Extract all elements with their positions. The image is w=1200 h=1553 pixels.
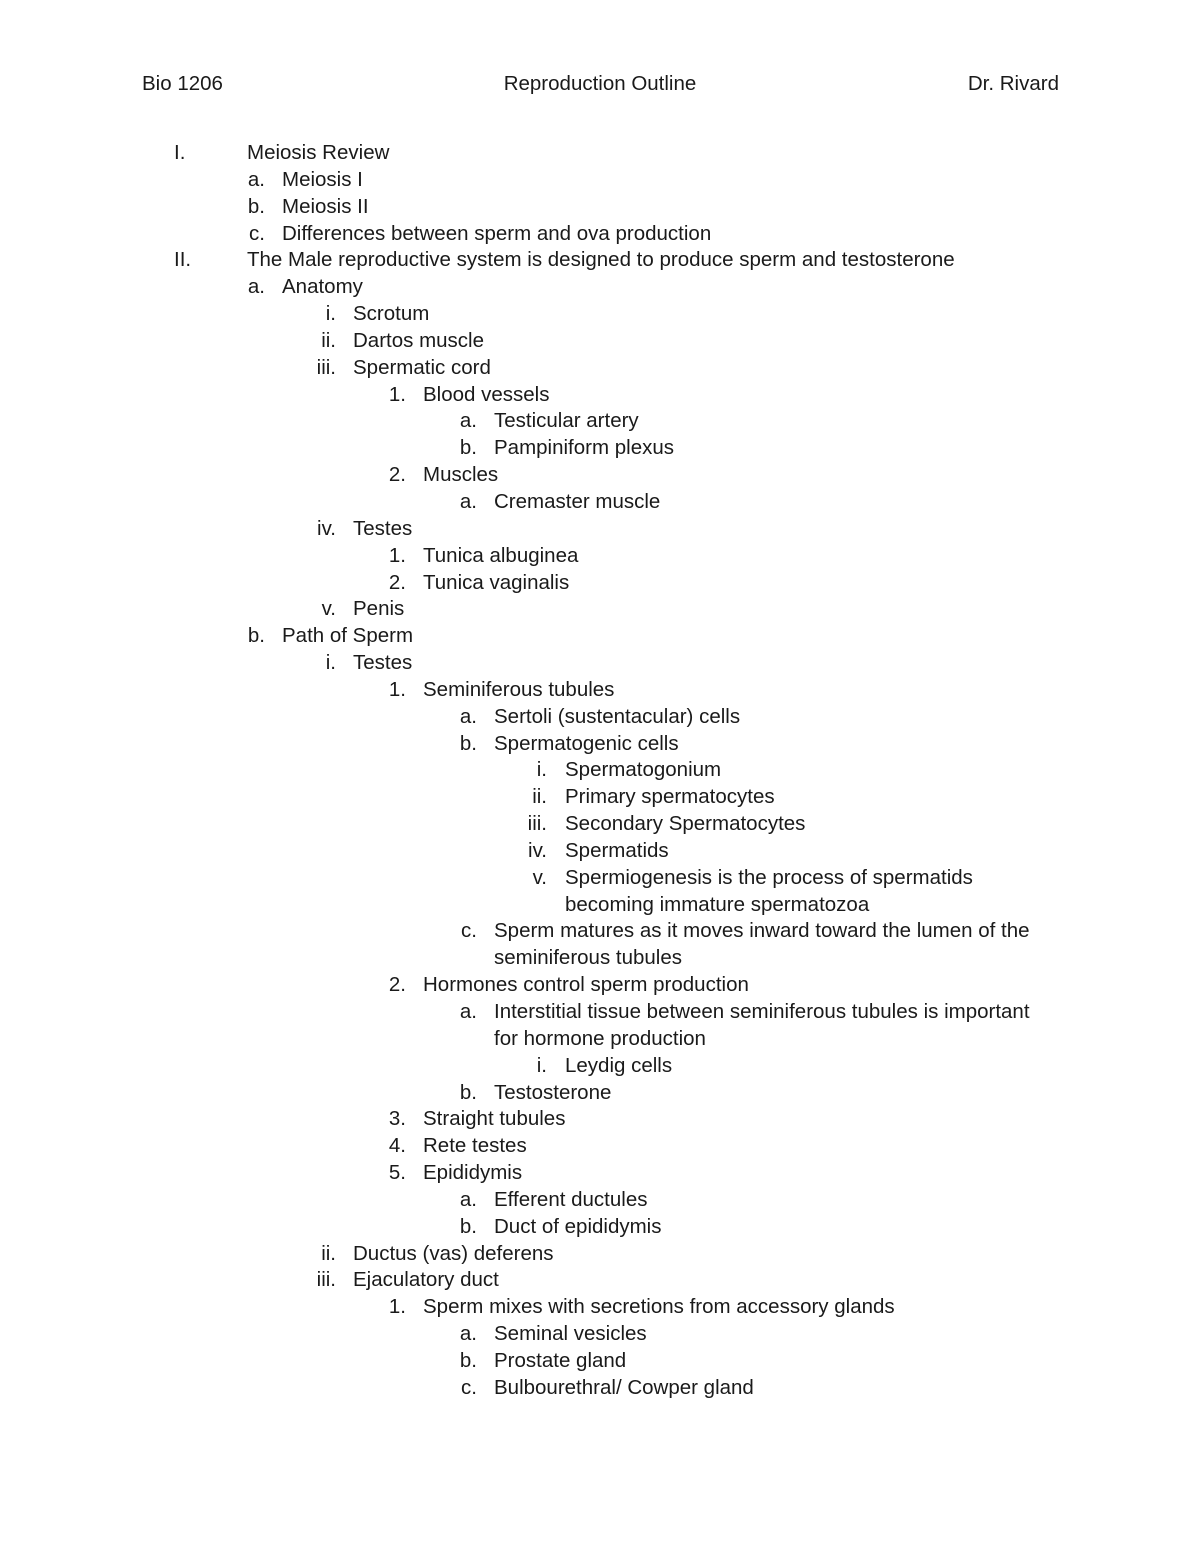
outline-item-marker: a. — [459, 1187, 477, 1211]
outline-item-marker: I. — [174, 141, 186, 164]
course-code: Bio 1206 — [142, 72, 223, 95]
outline-item-text: Penis — [353, 597, 405, 621]
outline-item — [0, 516, 1200, 543]
outline-item-text: Ductus (vas) deferens — [353, 1241, 554, 1265]
document-title: Reproduction Outline — [503, 72, 697, 95]
outline-item — [0, 1267, 1200, 1294]
outline-item — [0, 274, 1200, 301]
outline-item — [0, 918, 1200, 945]
outline-item — [0, 194, 1200, 221]
outline-item-marker: iii. — [527, 812, 547, 836]
instructor-name: Dr. Rivard — [967, 72, 1059, 95]
outline-item-marker: c. — [461, 1375, 477, 1399]
outline-list — [0, 140, 1200, 1402]
outline-item-marker: 4. — [388, 1134, 406, 1158]
outline-item-text: Epididymis — [423, 1161, 523, 1185]
outline-item-marker: b. — [459, 436, 477, 460]
outline-item-marker: v. — [532, 865, 547, 889]
outline-item — [0, 1080, 1200, 1107]
outline-item-text: Straight tubules — [423, 1107, 566, 1131]
outline-item — [0, 596, 1200, 623]
page-header — [0, 70, 1200, 98]
outline-item-text: Spermatids — [565, 838, 669, 862]
outline-item-marker: a. — [459, 1322, 477, 1346]
outline-item-text: Pampiniform plexus — [494, 436, 675, 460]
outline-item — [0, 328, 1200, 355]
outline-item-text: Blood vessels — [423, 382, 550, 406]
outline-item-marker: a. — [459, 704, 477, 728]
outline-item-text: Leydig cells — [565, 1053, 673, 1077]
outline-item — [0, 865, 1200, 892]
outline-item-text: Spermatogonium — [565, 758, 722, 782]
outline-item-marker: 2. — [388, 973, 406, 997]
outline-item — [0, 945, 1200, 972]
outline-item — [0, 543, 1200, 570]
outline-item-text: Scrotum — [353, 302, 430, 326]
outline-item-text: Tunica vaginalis — [423, 570, 570, 594]
outline-item — [0, 1160, 1200, 1187]
outline-item — [0, 1321, 1200, 1348]
outline-item — [0, 408, 1200, 435]
outline-item — [0, 972, 1200, 999]
outline-item — [0, 677, 1200, 704]
outline-item-marker: 1. — [388, 543, 406, 567]
outline-item-marker: 2. — [388, 570, 406, 594]
outline-item-marker: 5. — [388, 1161, 406, 1185]
outline-item — [0, 892, 1200, 919]
outline-item — [0, 221, 1200, 248]
outline-item-marker: a. — [247, 275, 265, 299]
outline-item — [0, 1026, 1200, 1053]
outline-item-marker: b. — [247, 624, 265, 648]
outline-item-marker: iii. — [316, 1268, 336, 1292]
outline-item-marker: c. — [461, 919, 477, 943]
outline-item-marker: b. — [459, 1214, 477, 1238]
outline-item — [0, 301, 1200, 328]
outline-item — [0, 570, 1200, 597]
outline-item — [0, 1241, 1200, 1268]
outline-item — [0, 731, 1200, 758]
outline-item-text: Primary spermatocytes — [565, 785, 775, 809]
outline-item-text: Seminal vesicles — [494, 1322, 647, 1346]
outline-item-marker: iv. — [317, 516, 336, 540]
outline-item — [0, 355, 1200, 382]
outline-item-text: Secondary Spermatocytes — [565, 812, 806, 836]
outline-item-marker: ii. — [321, 1241, 336, 1265]
outline-item — [0, 1106, 1200, 1133]
outline-item-marker: II. — [174, 248, 192, 272]
outline-item-text: Sertoli (sustentacular) cells — [494, 704, 741, 728]
outline-item-text: Differences between sperm and ova production — [282, 221, 712, 245]
outline-item-text: Tunica albuginea — [423, 543, 579, 567]
outline-item-text: for hormone production — [494, 1026, 706, 1050]
outline-item-text: Bulbourethral/ Cowper gland — [494, 1375, 754, 1399]
outline-item-marker: 3. — [388, 1107, 406, 1131]
outline-item-text: Rete testes — [423, 1134, 527, 1158]
outline-item-marker: i. — [325, 302, 336, 326]
outline-item-marker: 1. — [388, 382, 406, 406]
outline-item-marker: i. — [325, 651, 336, 675]
outline-item-text: Seminiferous tubules — [423, 677, 615, 701]
outline-item-text: Duct of epididymis — [494, 1214, 662, 1238]
outline-item — [0, 140, 1200, 167]
outline-item-marker: c. — [249, 221, 265, 245]
outline-item-text: The Male reproductive system is designed to produce sperm and testosterone — [247, 248, 955, 272]
outline-item — [0, 1294, 1200, 1321]
outline-item-text: Ejaculatory duct — [353, 1268, 499, 1292]
outline-item-text: Spermiogenesis is the process of spermatids — [565, 865, 973, 889]
outline-item-text: Efferent ductules — [494, 1187, 648, 1211]
outline-item-marker: i. — [536, 1053, 547, 1077]
outline-item-text: Testicular artery — [494, 409, 639, 433]
outline-item-text: Meiosis I — [282, 167, 363, 191]
outline-item-marker: 1. — [388, 1295, 406, 1319]
outline-item-text: Spermatic cord — [353, 355, 491, 379]
outline-item-marker: a. — [459, 1000, 477, 1023]
outline-item — [0, 462, 1200, 489]
outline-item-text: becoming immature spermatozoa — [565, 892, 870, 916]
outline-item — [0, 1348, 1200, 1375]
outline-item-marker: ii. — [321, 328, 336, 352]
outline-item — [0, 838, 1200, 865]
outline-item — [0, 757, 1200, 784]
outline-item — [0, 999, 1200, 1026]
outline-item-marker: 2. — [388, 463, 406, 487]
outline-item-marker: v. — [321, 597, 336, 621]
outline-item-marker: a. — [459, 409, 477, 433]
outline-item-text: Testosterone — [494, 1080, 612, 1104]
outline-item — [0, 650, 1200, 677]
outline-item — [0, 784, 1200, 811]
outline-item — [0, 704, 1200, 731]
outline-item-marker: a. — [247, 167, 265, 191]
outline-item-text: Testes — [353, 516, 413, 540]
outline-item-marker: b. — [247, 194, 265, 218]
outline-item — [0, 1053, 1200, 1080]
outline-item-text: Path of Sperm — [282, 624, 414, 648]
outline-item-marker: b. — [459, 731, 477, 755]
outline-item — [0, 623, 1200, 650]
outline-item-text: Interstitial tissue between seminiferous tubules is important — [494, 1000, 1030, 1023]
outline-item-text: Meiosis Review — [247, 141, 390, 164]
outline-item-marker: b. — [459, 1348, 477, 1372]
outline-item-text: Sperm matures as it moves inward toward the lumen of the — [494, 919, 1030, 943]
outline-item-text: Cremaster muscle — [494, 489, 661, 513]
outline-item — [0, 247, 1200, 274]
outline-item-text: Testes — [353, 651, 413, 675]
outline-item-marker: iv. — [528, 838, 547, 862]
outline-item — [0, 1375, 1200, 1402]
outline-item — [0, 167, 1200, 194]
outline-item-text: Sperm mixes with secretions from accessory glands — [423, 1295, 895, 1319]
outline-item-marker: i. — [536, 758, 547, 782]
outline-item-text: Meiosis II — [282, 194, 369, 218]
outline-item-text: Dartos muscle — [353, 328, 485, 352]
outline-item — [0, 435, 1200, 462]
outline-item — [0, 1133, 1200, 1160]
outline-item — [0, 489, 1200, 516]
outline-item-text: Hormones control sperm production — [423, 973, 749, 997]
outline-item-marker: b. — [459, 1080, 477, 1104]
outline-item-text: Prostate gland — [494, 1348, 627, 1372]
outline-item — [0, 811, 1200, 838]
outline-item-text: Spermatogenic cells — [494, 731, 679, 755]
outline-item — [0, 1214, 1200, 1241]
outline-item-marker: ii. — [532, 785, 547, 809]
outline-item-text: seminiferous tubules — [494, 946, 683, 970]
outline-item — [0, 382, 1200, 409]
outline-item-marker: 1. — [388, 677, 406, 701]
outline-item-marker: a. — [459, 489, 477, 513]
outline-item-marker: iii. — [316, 355, 336, 379]
outline-item — [0, 1187, 1200, 1214]
outline-item-text: Muscles — [423, 463, 499, 487]
outline-item-text: Anatomy — [282, 275, 363, 299]
